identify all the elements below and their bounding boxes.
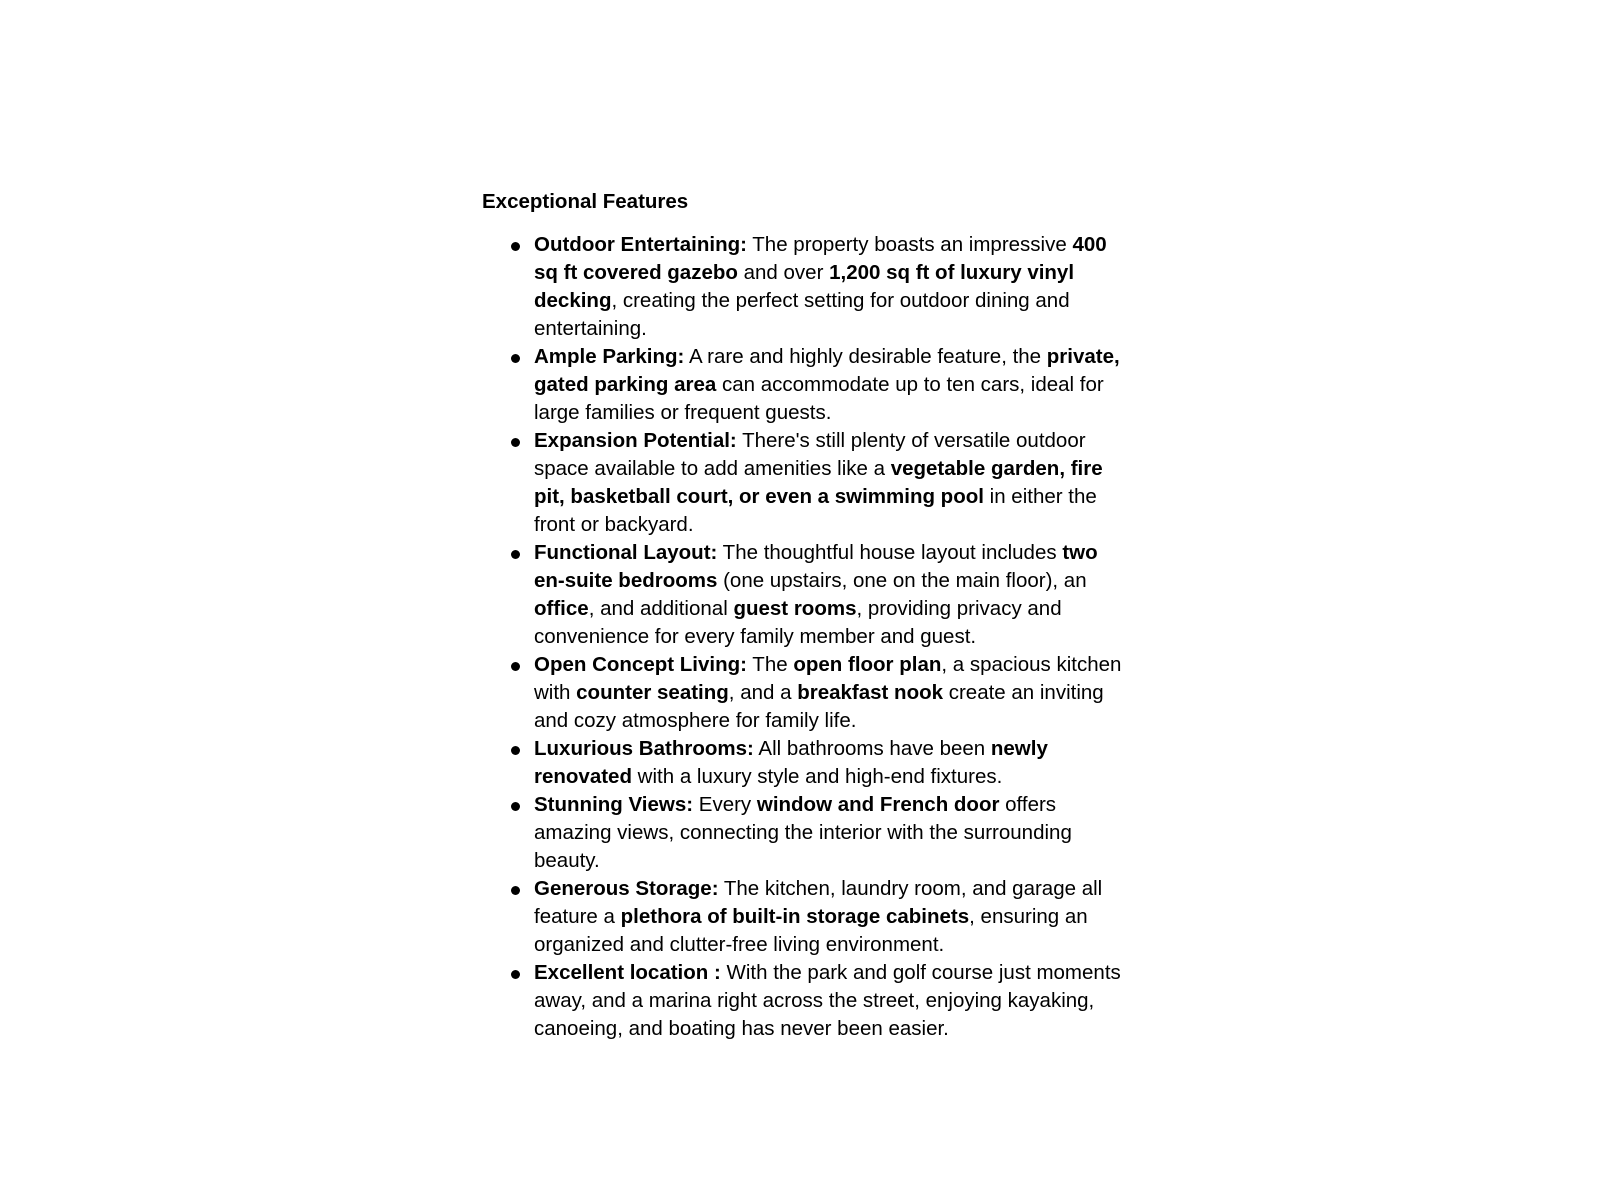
feature-bold-text: plethora of built-in storage cabinets bbox=[620, 905, 970, 928]
feature-text: , providing privacy and convenience for every family member and guest. bbox=[534, 597, 1062, 648]
bullet-icon bbox=[511, 354, 520, 363]
feature-text: (one upstairs, one on the main floor), an bbox=[717, 569, 1087, 592]
feature-item bbox=[482, 343, 1134, 427]
feature-text: A rare and highly desirable feature, the bbox=[684, 345, 1047, 368]
feature-bold-text: Expansion Potential: bbox=[534, 429, 737, 452]
bullet-icon bbox=[511, 242, 520, 251]
feature-item bbox=[482, 231, 1134, 343]
feature-item bbox=[482, 427, 1134, 539]
feature-text: , and a bbox=[728, 681, 798, 704]
bullet-icon bbox=[511, 550, 520, 559]
feature-bold-text: Stunning Views: bbox=[534, 793, 694, 816]
feature-bold-text: Ample Parking: bbox=[534, 345, 685, 368]
feature-bold-text: office bbox=[534, 597, 589, 620]
bullet-icon bbox=[511, 970, 520, 979]
feature-bold-text: breakfast nook bbox=[797, 681, 944, 704]
feature-bold-text: open floor plan bbox=[793, 653, 942, 676]
feature-text: create an inviting and cozy atmosphere for family life. bbox=[534, 681, 1104, 732]
feature-bold-text: Outdoor Entertaining: bbox=[534, 233, 747, 256]
feature-text: Every bbox=[693, 793, 757, 816]
bullet-icon bbox=[511, 662, 520, 671]
feature-text: can accommodate up to ten cars, ideal for large families or frequent guests. bbox=[534, 373, 1104, 424]
feature-text: , ensuring an organized and clutter-free living environment. bbox=[534, 905, 1088, 956]
feature-text: offers amazing views, connecting the interior with the surrounding beauty. bbox=[534, 793, 1072, 872]
feature-item bbox=[482, 791, 1134, 875]
feature-text: The thoughtful house layout includes bbox=[717, 541, 1063, 564]
feature-bold-text: counter seating bbox=[576, 681, 729, 704]
feature-bold-text: Functional Layout: bbox=[534, 541, 718, 564]
feature-bold-text: Excellent location : bbox=[534, 961, 721, 984]
feature-bold-text: guest rooms bbox=[733, 597, 857, 620]
feature-item bbox=[482, 959, 1134, 1043]
feature-text: With the park and golf course just moments away, and a marina right across the street, enjoying kayaking, canoeing, and boating has never been easier. bbox=[534, 961, 1121, 1040]
feature-item bbox=[482, 735, 1134, 791]
feature-bold-text: 400 sq ft covered gazebo bbox=[534, 233, 1107, 284]
document-body bbox=[482, 188, 1142, 1043]
bullet-icon bbox=[511, 438, 520, 447]
feature-text: The property boasts an impressive bbox=[746, 233, 1073, 256]
feature-text: The kitchen, laundry room, and garage all feature a bbox=[534, 877, 1103, 928]
feature-text: , creating the perfect setting for outdoor dining and entertaining. bbox=[534, 289, 1070, 340]
feature-text: , and additional bbox=[588, 597, 734, 620]
feature-bold-text: 1,200 sq ft of luxury vinyl decking bbox=[534, 261, 1075, 312]
feature-item bbox=[482, 539, 1134, 651]
feature-bold-text: window and French door bbox=[756, 793, 1000, 816]
feature-bold-text: newly renovated bbox=[534, 737, 1048, 788]
feature-bold-text: Open Concept Living: bbox=[534, 653, 747, 676]
feature-text: and over bbox=[737, 261, 830, 284]
feature-text: There's still plenty of versatile outdoor space available to add amenities like a bbox=[534, 429, 1086, 480]
feature-bold-text: vegetable garden, fire pit, basketball court, or even a swimming pool bbox=[534, 457, 1103, 508]
bullet-icon bbox=[511, 802, 520, 811]
bullet-icon bbox=[511, 746, 520, 755]
feature-bold-text: Luxurious Bathrooms: bbox=[534, 737, 754, 760]
feature-text: All bathrooms have been bbox=[753, 737, 991, 760]
feature-bold-text: Generous Storage: bbox=[534, 877, 719, 900]
feature-list bbox=[482, 231, 1142, 1043]
feature-text: with a luxury style and high-end fixtures. bbox=[631, 765, 1003, 788]
feature-text: in either the front or backyard. bbox=[534, 485, 1097, 536]
feature-item bbox=[482, 651, 1134, 735]
feature-bold-text: two en-suite bedrooms bbox=[534, 541, 1098, 592]
bullet-icon bbox=[511, 886, 520, 895]
feature-bold-text: private, gated parking area bbox=[534, 345, 1120, 396]
feature-text: , a spacious kitchen with bbox=[534, 653, 1122, 704]
feature-item bbox=[482, 875, 1134, 959]
feature-text: The bbox=[746, 653, 794, 676]
section-heading: Exceptional Features bbox=[482, 190, 689, 213]
